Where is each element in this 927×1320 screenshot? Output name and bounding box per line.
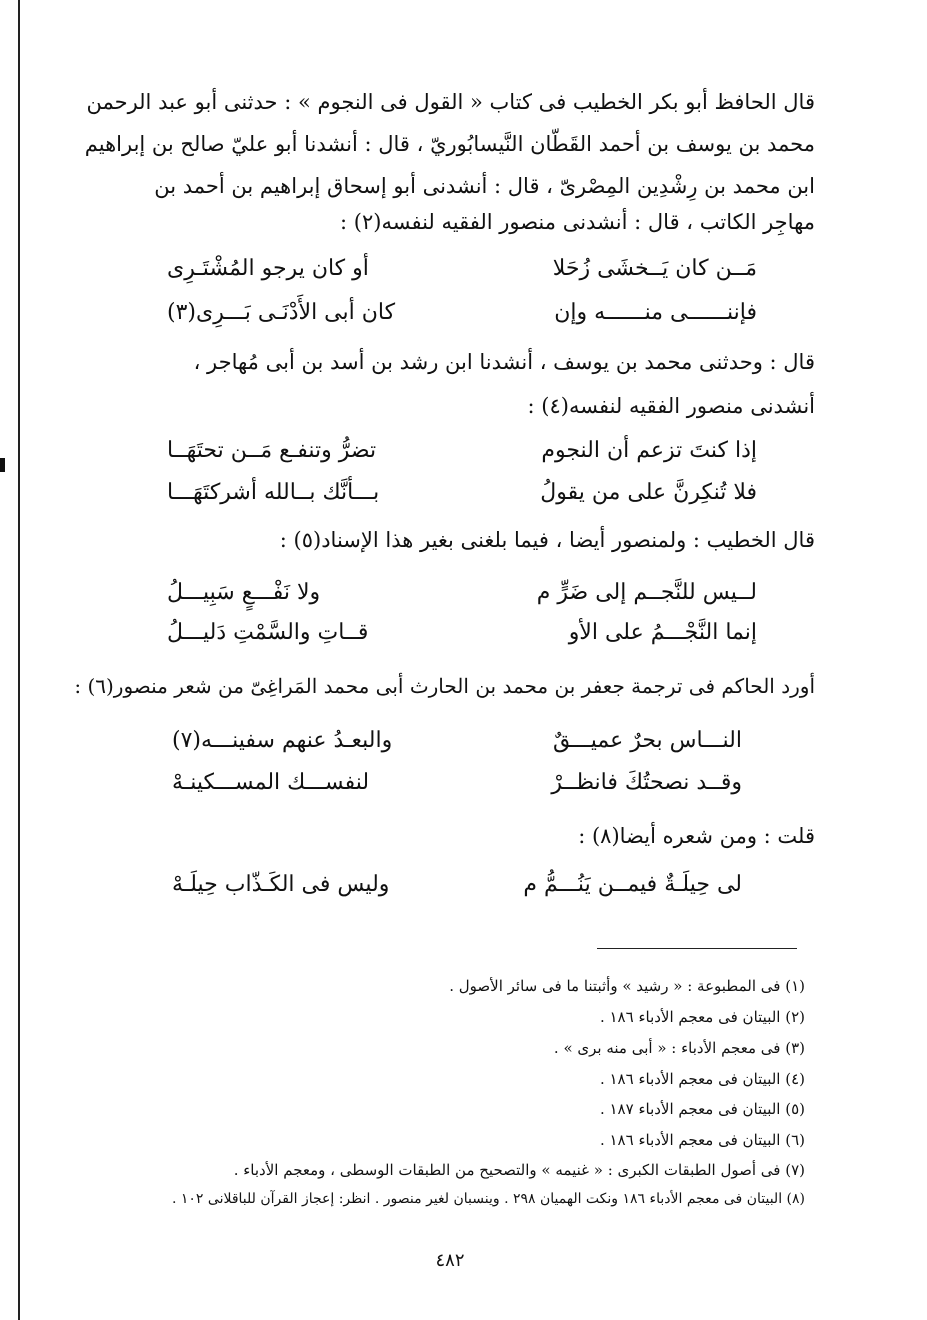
verse-hemistich: والبعـدُ عنهم سفينـــه(٧)	[172, 728, 393, 753]
verse	[172, 766, 742, 800]
verse	[167, 434, 757, 468]
page-edge-line	[18, 0, 20, 1320]
verse-hemistich: ولا نَفْـــعٍ سَبِيـــلُ	[167, 580, 321, 605]
edge-mark	[0, 458, 5, 472]
footnote: (٣) فى معجم الأدباء : « أبى منه برى » .	[553, 1039, 805, 1057]
prose-line: أورد الحاكم فى ترجمة جعفر بن محمد بن الحارث أبى محمد المَراغِىّ من شعر منصور(٦) :	[74, 674, 815, 698]
verse-hemistich: إنما النَّجْـــمُ على الأو	[568, 620, 757, 645]
footnote: (٤) البيتان فى معجم الأدباء ١٨٦ .	[599, 1070, 805, 1088]
prose-line: ابن محمد بن رِشْدِين المِصْرىّ ، قال : أنشدنى أبو إسحاق إبراهيم بن أحمد بن	[154, 174, 815, 198]
verse	[167, 476, 757, 510]
footnote: (٥) البيتان فى معجم الأدباء ١٨٧ .	[599, 1100, 805, 1118]
verse	[172, 868, 742, 902]
prose-line: قال الخطيب : ولمنصور أيضا ، فيما بلغنى بغير هذا الإسناد(٥) :	[279, 528, 815, 552]
prose-line: قال الحافظ أبو بكر الخطيب فى كتاب « القول فى النجوم » : حدثنى أبو عبد الرحمن	[86, 90, 815, 114]
footnote: (٨) البيتان فى معجم الأدباء ١٨٦ ونكت الهميان ٢٩٨ . وينسبان لغير منصور . انظر: إعجاز القرآن للباقلانى ١٠٢ .	[171, 1191, 805, 1207]
verse-hemistich: وليس فى الكَـذّاب حِيلَـهْ	[172, 872, 390, 897]
verse-hemistich: أو كان يرجو المُشْتَـرِى	[167, 256, 369, 281]
verse-hemistich: لى حِيلَـةٌ فيمــن يَنُـــمُّ م	[523, 872, 742, 897]
footnote: (٦) البيتان فى معجم الأدباء ١٨٦ .	[599, 1131, 805, 1149]
verse	[167, 576, 757, 610]
verse	[167, 616, 757, 650]
verse-hemistich: فإننــــــى منــــــه وإن	[554, 300, 757, 325]
prose-line: مهاجِر الكاتب ، قال : أنشدنى منصور الفقيه لنفسه(٢) :	[340, 210, 815, 234]
footnote-separator	[597, 948, 797, 949]
verse	[167, 296, 757, 330]
verse-hemistich: قــاتِ والسَّمْتِ دَليـــلُ	[167, 620, 369, 645]
prose-line: أنشدنى منصور الفقيه لنفسه(٤) :	[527, 394, 815, 418]
prose-line: قال : وحدثنى محمد بن يوسف ، أنشدنا ابن رشد بن أسد بن أبى مُهاجر ،	[193, 350, 815, 374]
verse-hemistich: فلا تُنكِرنَّ على من يقولُ	[540, 480, 757, 505]
prose-line: قلت : ومن شعره أيضا(٨) :	[578, 824, 815, 848]
verse-hemistich: وقــد نصحتُكَ فانظــرْ	[551, 770, 742, 795]
page-number: ٤٨٢	[435, 1250, 465, 1271]
verse-hemistich: تضرُّ وتنفـع مَــن تحتَهَــا	[167, 438, 377, 463]
verse-hemistich: إذا كنتَ تزعم أن النجوم	[541, 438, 757, 463]
verse-hemistich: بـــأنَّك بــالله أشركتَهَـــا	[167, 480, 380, 505]
footnote: (١) فى المطبوعة : « رشيد » وأثبتنا ما فى سائر الأصول .	[449, 977, 805, 995]
footnote: (٢) البيتان فى معجم الأدباء ١٨٦ .	[599, 1008, 805, 1026]
prose-line: محمد بن يوسف بن أحمد القَطّان النَّيسابُوريّ ، قال : أنشدنا أبو عليّ صالح بن إبراهيم	[84, 132, 815, 156]
verse-hemistich: النـــاس بحرٌ عميـــقٌ	[553, 728, 742, 753]
verse-hemistich: لنفســـك المســـكينـهْ	[172, 770, 370, 795]
verse	[172, 724, 742, 758]
verse	[167, 252, 757, 286]
verse-hemistich: لــيس للنَّجــم إلى ضَرٍّ م	[536, 580, 757, 605]
verse-hemistich: كان أبى الأَدْنَـى بَـــرِى(٣)	[167, 300, 396, 325]
footnote: (٧) فى أصول الطبقات الكبرى : « غنيمه » والتصحيح من الطبقات الوسطى ، ومعجم الأدباء .	[233, 1161, 805, 1179]
verse-hemistich: مَــن كان يَــخشَى زُحَلا	[552, 256, 757, 281]
